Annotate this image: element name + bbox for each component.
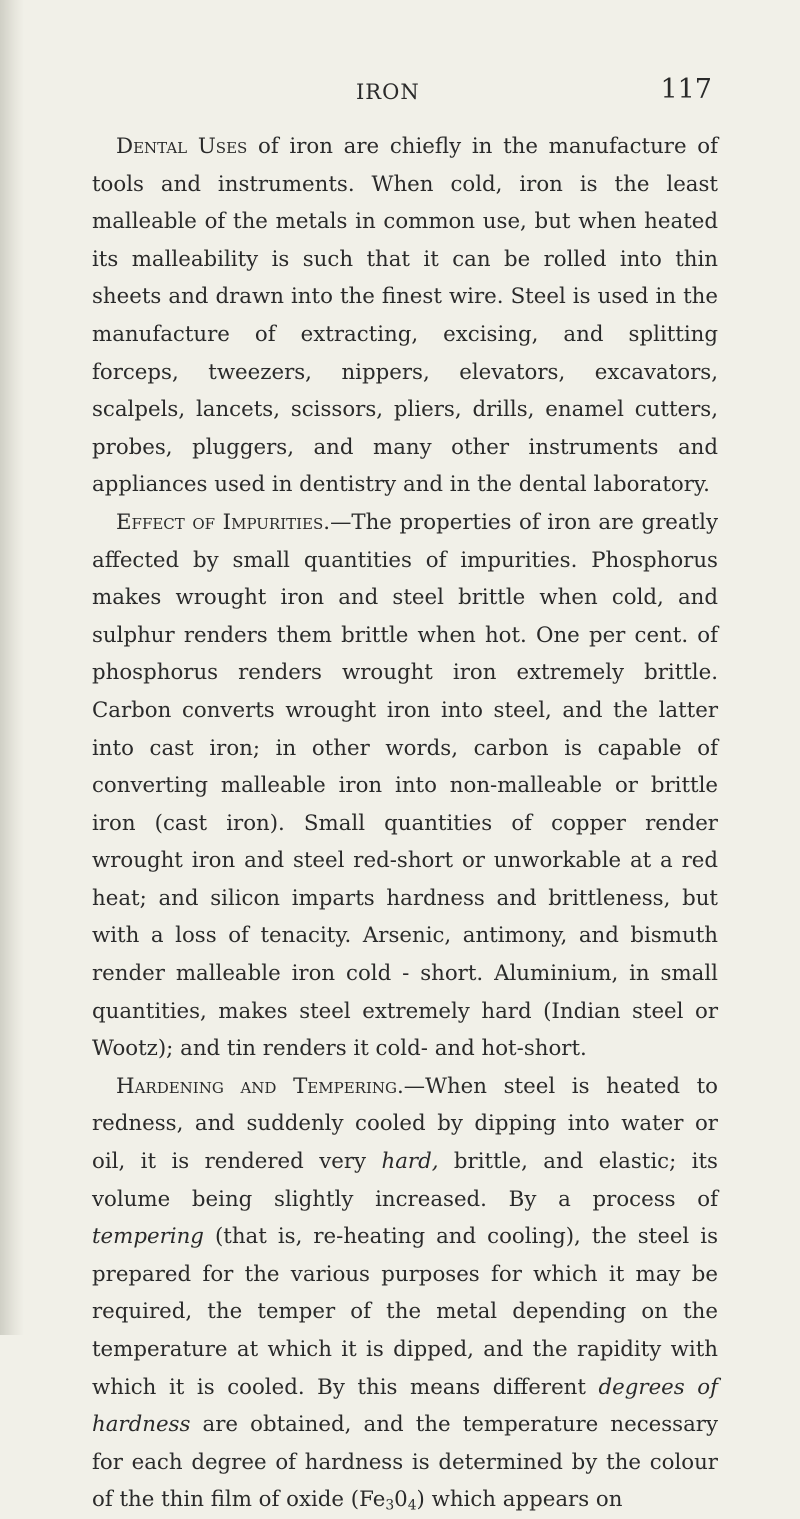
text-hardening-1: —When steel is heated to redness, and suddenly cooled by dipping into water or oil, it is rendered very: [92, 1073, 718, 1175]
text-impurities: —The properties of iron are greatly affected by small quantities of impurities. Phosphorus makes wrought iron and steel brittle when cold, and sulphur renders them brittle when hot. One per cent. of phosphorus renders wrought iron extremely brittle. Carbon converts wrought iron into steel, and the latter into cast iron; in other words, carbon is capable of converting malleable iron into non-malleable or brittle iron (cast iron). Small quantities of copper render wrought iron and steel red-short or unworkable at a red heat; and silicon imparts hardness and brittleness, but with a loss of tenacity. Arsenic, antimony, and bismuth render malleable iron cold - short. Aluminium, in small quantities, makes steel extremely hard (Indian steel or Wootz); and tin renders it cold- and hot-short.: [92, 509, 718, 1062]
text-hardening-6: ) which appears on: [416, 1487, 623, 1513]
heading-impurities: Effect of Impurities.: [116, 509, 331, 535]
page-number: 117: [660, 74, 712, 105]
text-hardening-3: (that is, re-heating and cooling), the steel is prepared for the various purposes for which it may be required, the temper of the metal depending on the temperature at which it is dipped, and the rapidity with which it is cooled. By this means different: [92, 1224, 718, 1400]
page-header: [92, 74, 712, 120]
heading-hardening: Hardening and Tempering.: [116, 1073, 404, 1099]
text-hardening-2: brittle, and elastic; its volume being slightly increased. By a process of: [92, 1149, 718, 1212]
emphasis-degrees-of-hardness: degrees of hardness: [92, 1374, 718, 1438]
page-body: [92, 128, 718, 1519]
running-head: IRON: [356, 80, 420, 104]
text-dental-uses: of iron are chiefly in the manufacture of tools and instruments. When cold, iron is the least malleable of the metals in common use, but when heated its malleability is such that it can be rolled into thin sheets and drawn into the finest wire. Steel is used in the manufacture of extracting, excising, and splitting forceps, tweezers, nippers, elevators, excavators, scalpels, lancets, scissors, pliers, drills, enamel cutters, probes, pluggers, and many other instruments and appliances used in dentistry and in the dental laboratory.: [92, 134, 718, 498]
subscript-3: 3: [385, 1497, 395, 1514]
paragraph-hardening: [92, 1068, 718, 1519]
emphasis-tempering: tempering: [92, 1224, 204, 1250]
text-hardening-5: 0: [394, 1487, 408, 1513]
text-hardening-4: are obtained, and the temperature necessary for each degree of hardness is determined by the colour of the thin film of oxide (Fe: [92, 1412, 718, 1513]
heading-dental-uses: Dental Uses: [116, 134, 248, 159]
paragraph-dental-uses: [92, 128, 718, 504]
subscript-4: 4: [407, 1497, 417, 1514]
paragraph-impurities: [92, 504, 718, 1068]
page-edge-shadow: [0, 0, 24, 1335]
emphasis-hard: hard,: [381, 1149, 439, 1175]
